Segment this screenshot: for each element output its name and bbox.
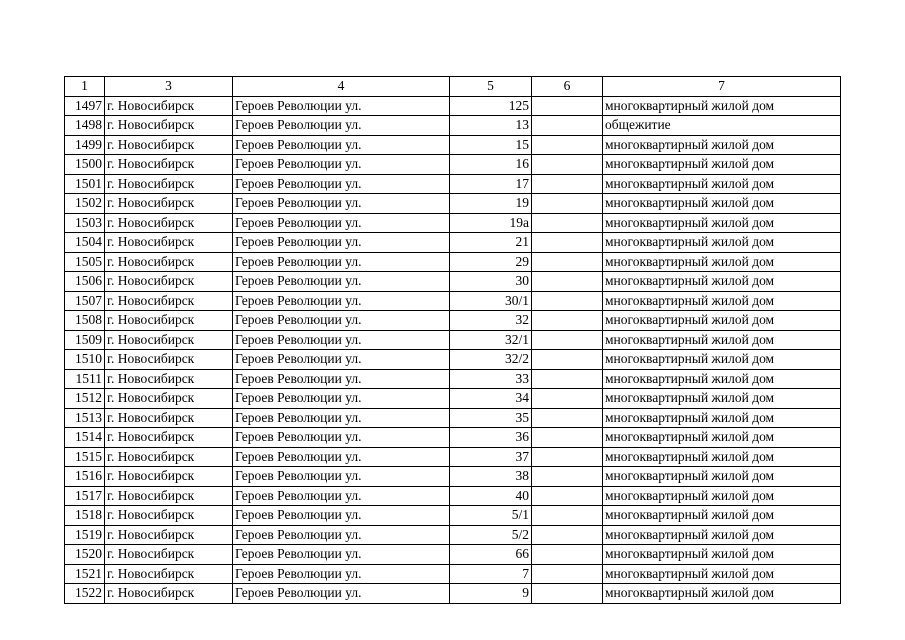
table-row [65,233,841,253]
house-number-cell: 5/2 [450,525,532,545]
row-number-cell: 1513 [65,408,105,428]
row-number-cell: 1500 [65,155,105,175]
table-row [65,213,841,233]
street-cell: Героев Революции ул. [233,428,450,448]
street-cell: Героев Революции ул. [233,545,450,565]
table-row [65,369,841,389]
column-6-cell [532,96,603,116]
street-cell: Героев Революции ул. [233,213,450,233]
column-6-cell [532,311,603,331]
table-row [65,408,841,428]
table-row [65,96,841,116]
building-type-cell: многоквартирный жилой дом [603,233,841,253]
building-type-cell: многоквартирный жилой дом [603,213,841,233]
street-cell: Героев Революции ул. [233,389,450,409]
column-6-cell [532,584,603,604]
city-cell: г. Новосибирск [105,564,233,584]
house-number-cell: 32/2 [450,350,532,370]
street-cell: Героев Революции ул. [233,291,450,311]
column-6-cell [532,174,603,194]
house-number-cell: 13 [450,116,532,136]
table-row [65,135,841,155]
street-cell: Героев Революции ул. [233,564,450,584]
column-6-cell [532,525,603,545]
street-cell: Героев Революции ул. [233,525,450,545]
row-number-cell: 1504 [65,233,105,253]
city-cell: г. Новосибирск [105,369,233,389]
building-type-cell: многоквартирный жилой дом [603,369,841,389]
row-number-cell: 1516 [65,467,105,487]
column-6-cell [532,233,603,253]
house-number-cell: 5/1 [450,506,532,526]
building-type-cell: многоквартирный жилой дом [603,467,841,487]
house-number-cell: 7 [450,564,532,584]
building-type-cell: многоквартирный жилой дом [603,330,841,350]
table-row [65,272,841,292]
building-type-cell: многоквартирный жилой дом [603,252,841,272]
building-type-cell: многоквартирный жилой дом [603,525,841,545]
table-row [65,389,841,409]
city-cell: г. Новосибирск [105,96,233,116]
city-cell: г. Новосибирск [105,428,233,448]
city-cell: г. Новосибирск [105,467,233,487]
house-number-cell: 19а [450,213,532,233]
row-number-cell: 1505 [65,252,105,272]
table-row [65,467,841,487]
house-number-cell: 36 [450,428,532,448]
city-cell: г. Новосибирск [105,350,233,370]
table-row [65,428,841,448]
building-type-cell: многоквартирный жилой дом [603,428,841,448]
building-type-cell: многоквартирный жилой дом [603,447,841,467]
city-cell: г. Новосибирск [105,525,233,545]
row-number-cell: 1507 [65,291,105,311]
table-row [65,174,841,194]
building-type-cell: многоквартирный жилой дом [603,155,841,175]
table-row [65,311,841,331]
street-cell: Героев Революции ул. [233,194,450,214]
column-6-cell [532,369,603,389]
column-6-cell [532,135,603,155]
street-cell: Героев Революции ул. [233,408,450,428]
house-number-cell: 32/1 [450,330,532,350]
header-cell: 4 [233,77,450,97]
building-type-cell: многоквартирный жилой дом [603,96,841,116]
street-cell: Героев Революции ул. [233,584,450,604]
table-row [65,584,841,604]
building-type-cell: общежитие [603,116,841,136]
house-number-cell: 17 [450,174,532,194]
building-type-cell: многоквартирный жилой дом [603,545,841,565]
building-type-cell: многоквартирный жилой дом [603,272,841,292]
header-cell: 7 [603,77,841,97]
row-number-cell: 1511 [65,369,105,389]
city-cell: г. Новосибирск [105,389,233,409]
street-cell: Героев Революции ул. [233,96,450,116]
column-6-cell [532,467,603,487]
house-number-cell: 125 [450,96,532,116]
street-cell: Героев Революции ул. [233,116,450,136]
street-cell: Героев Революции ул. [233,506,450,526]
document-page [64,76,841,604]
house-number-cell: 66 [450,545,532,565]
row-number-cell: 1520 [65,545,105,565]
building-type-cell: многоквартирный жилой дом [603,194,841,214]
building-type-cell: многоквартирный жилой дом [603,486,841,506]
city-cell: г. Новосибирск [105,233,233,253]
column-6-cell [532,545,603,565]
table-row [65,350,841,370]
city-cell: г. Новосибирск [105,252,233,272]
city-cell: г. Новосибирск [105,506,233,526]
row-number-cell: 1503 [65,213,105,233]
column-6-cell [532,116,603,136]
house-number-cell: 34 [450,389,532,409]
city-cell: г. Новосибирск [105,291,233,311]
column-6-cell [532,272,603,292]
house-number-cell: 30/1 [450,291,532,311]
house-number-cell: 40 [450,486,532,506]
city-cell: г. Новосибирск [105,330,233,350]
row-number-cell: 1514 [65,428,105,448]
row-number-cell: 1510 [65,350,105,370]
table-row [65,447,841,467]
street-cell: Героев Революции ул. [233,330,450,350]
street-cell: Героев Революции ул. [233,447,450,467]
column-6-cell [532,408,603,428]
row-number-cell: 1521 [65,564,105,584]
column-6-cell [532,330,603,350]
house-number-cell: 29 [450,252,532,272]
column-6-cell [532,564,603,584]
row-number-cell: 1502 [65,194,105,214]
city-cell: г. Новосибирск [105,116,233,136]
housing-registry-table [64,76,841,604]
city-cell: г. Новосибирск [105,545,233,565]
building-type-cell: многоквартирный жилой дом [603,408,841,428]
row-number-cell: 1498 [65,116,105,136]
row-number-cell: 1501 [65,174,105,194]
table-row [65,545,841,565]
header-cell: 3 [105,77,233,97]
column-6-cell [532,389,603,409]
building-type-cell: многоквартирный жилой дом [603,564,841,584]
city-cell: г. Новосибирск [105,447,233,467]
row-number-cell: 1518 [65,506,105,526]
table-row [65,525,841,545]
column-6-cell [532,213,603,233]
building-type-cell: многоквартирный жилой дом [603,389,841,409]
row-number-cell: 1519 [65,525,105,545]
column-6-cell [532,506,603,526]
street-cell: Героев Революции ул. [233,174,450,194]
row-number-cell: 1512 [65,389,105,409]
city-cell: г. Новосибирск [105,486,233,506]
column-6-cell [532,350,603,370]
table-header-row [65,77,841,97]
house-number-cell: 37 [450,447,532,467]
row-number-cell: 1515 [65,447,105,467]
row-number-cell: 1509 [65,330,105,350]
table-row [65,252,841,272]
street-cell: Героев Революции ул. [233,350,450,370]
column-6-cell [532,252,603,272]
street-cell: Героев Революции ул. [233,252,450,272]
building-type-cell: многоквартирный жилой дом [603,311,841,331]
header-cell: 6 [532,77,603,97]
table-row [65,194,841,214]
row-number-cell: 1506 [65,272,105,292]
row-number-cell: 1508 [65,311,105,331]
table-row [65,506,841,526]
house-number-cell: 32 [450,311,532,331]
city-cell: г. Новосибирск [105,272,233,292]
street-cell: Героев Революции ул. [233,233,450,253]
house-number-cell: 9 [450,584,532,604]
building-type-cell: многоквартирный жилой дом [603,291,841,311]
city-cell: г. Новосибирск [105,135,233,155]
row-number-cell: 1517 [65,486,105,506]
column-6-cell [532,291,603,311]
building-type-cell: многоквартирный жилой дом [603,506,841,526]
house-number-cell: 15 [450,135,532,155]
city-cell: г. Новосибирск [105,194,233,214]
table-row [65,564,841,584]
table-row [65,291,841,311]
table-row [65,330,841,350]
street-cell: Героев Революции ул. [233,155,450,175]
city-cell: г. Новосибирск [105,584,233,604]
column-6-cell [532,428,603,448]
building-type-cell: многоквартирный жилой дом [603,135,841,155]
house-number-cell: 30 [450,272,532,292]
city-cell: г. Новосибирск [105,408,233,428]
street-cell: Героев Революции ул. [233,369,450,389]
street-cell: Героев Революции ул. [233,311,450,331]
street-cell: Героев Революции ул. [233,467,450,487]
table-row [65,155,841,175]
house-number-cell: 19 [450,194,532,214]
city-cell: г. Новосибирск [105,155,233,175]
house-number-cell: 21 [450,233,532,253]
street-cell: Героев Революции ул. [233,135,450,155]
street-cell: Героев Революции ул. [233,272,450,292]
column-6-cell [532,155,603,175]
column-6-cell [532,447,603,467]
city-cell: г. Новосибирск [105,213,233,233]
house-number-cell: 38 [450,467,532,487]
column-6-cell [532,486,603,506]
house-number-cell: 16 [450,155,532,175]
header-cell: 5 [450,77,532,97]
row-number-cell: 1522 [65,584,105,604]
building-type-cell: многоквартирный жилой дом [603,350,841,370]
row-number-cell: 1499 [65,135,105,155]
row-number-cell: 1497 [65,96,105,116]
house-number-cell: 35 [450,408,532,428]
column-6-cell [532,194,603,214]
header-cell: 1 [65,77,105,97]
street-cell: Героев Революции ул. [233,486,450,506]
city-cell: г. Новосибирск [105,311,233,331]
building-type-cell: многоквартирный жилой дом [603,584,841,604]
building-type-cell: многоквартирный жилой дом [603,174,841,194]
city-cell: г. Новосибирск [105,174,233,194]
table-row [65,116,841,136]
table-row [65,486,841,506]
house-number-cell: 33 [450,369,532,389]
